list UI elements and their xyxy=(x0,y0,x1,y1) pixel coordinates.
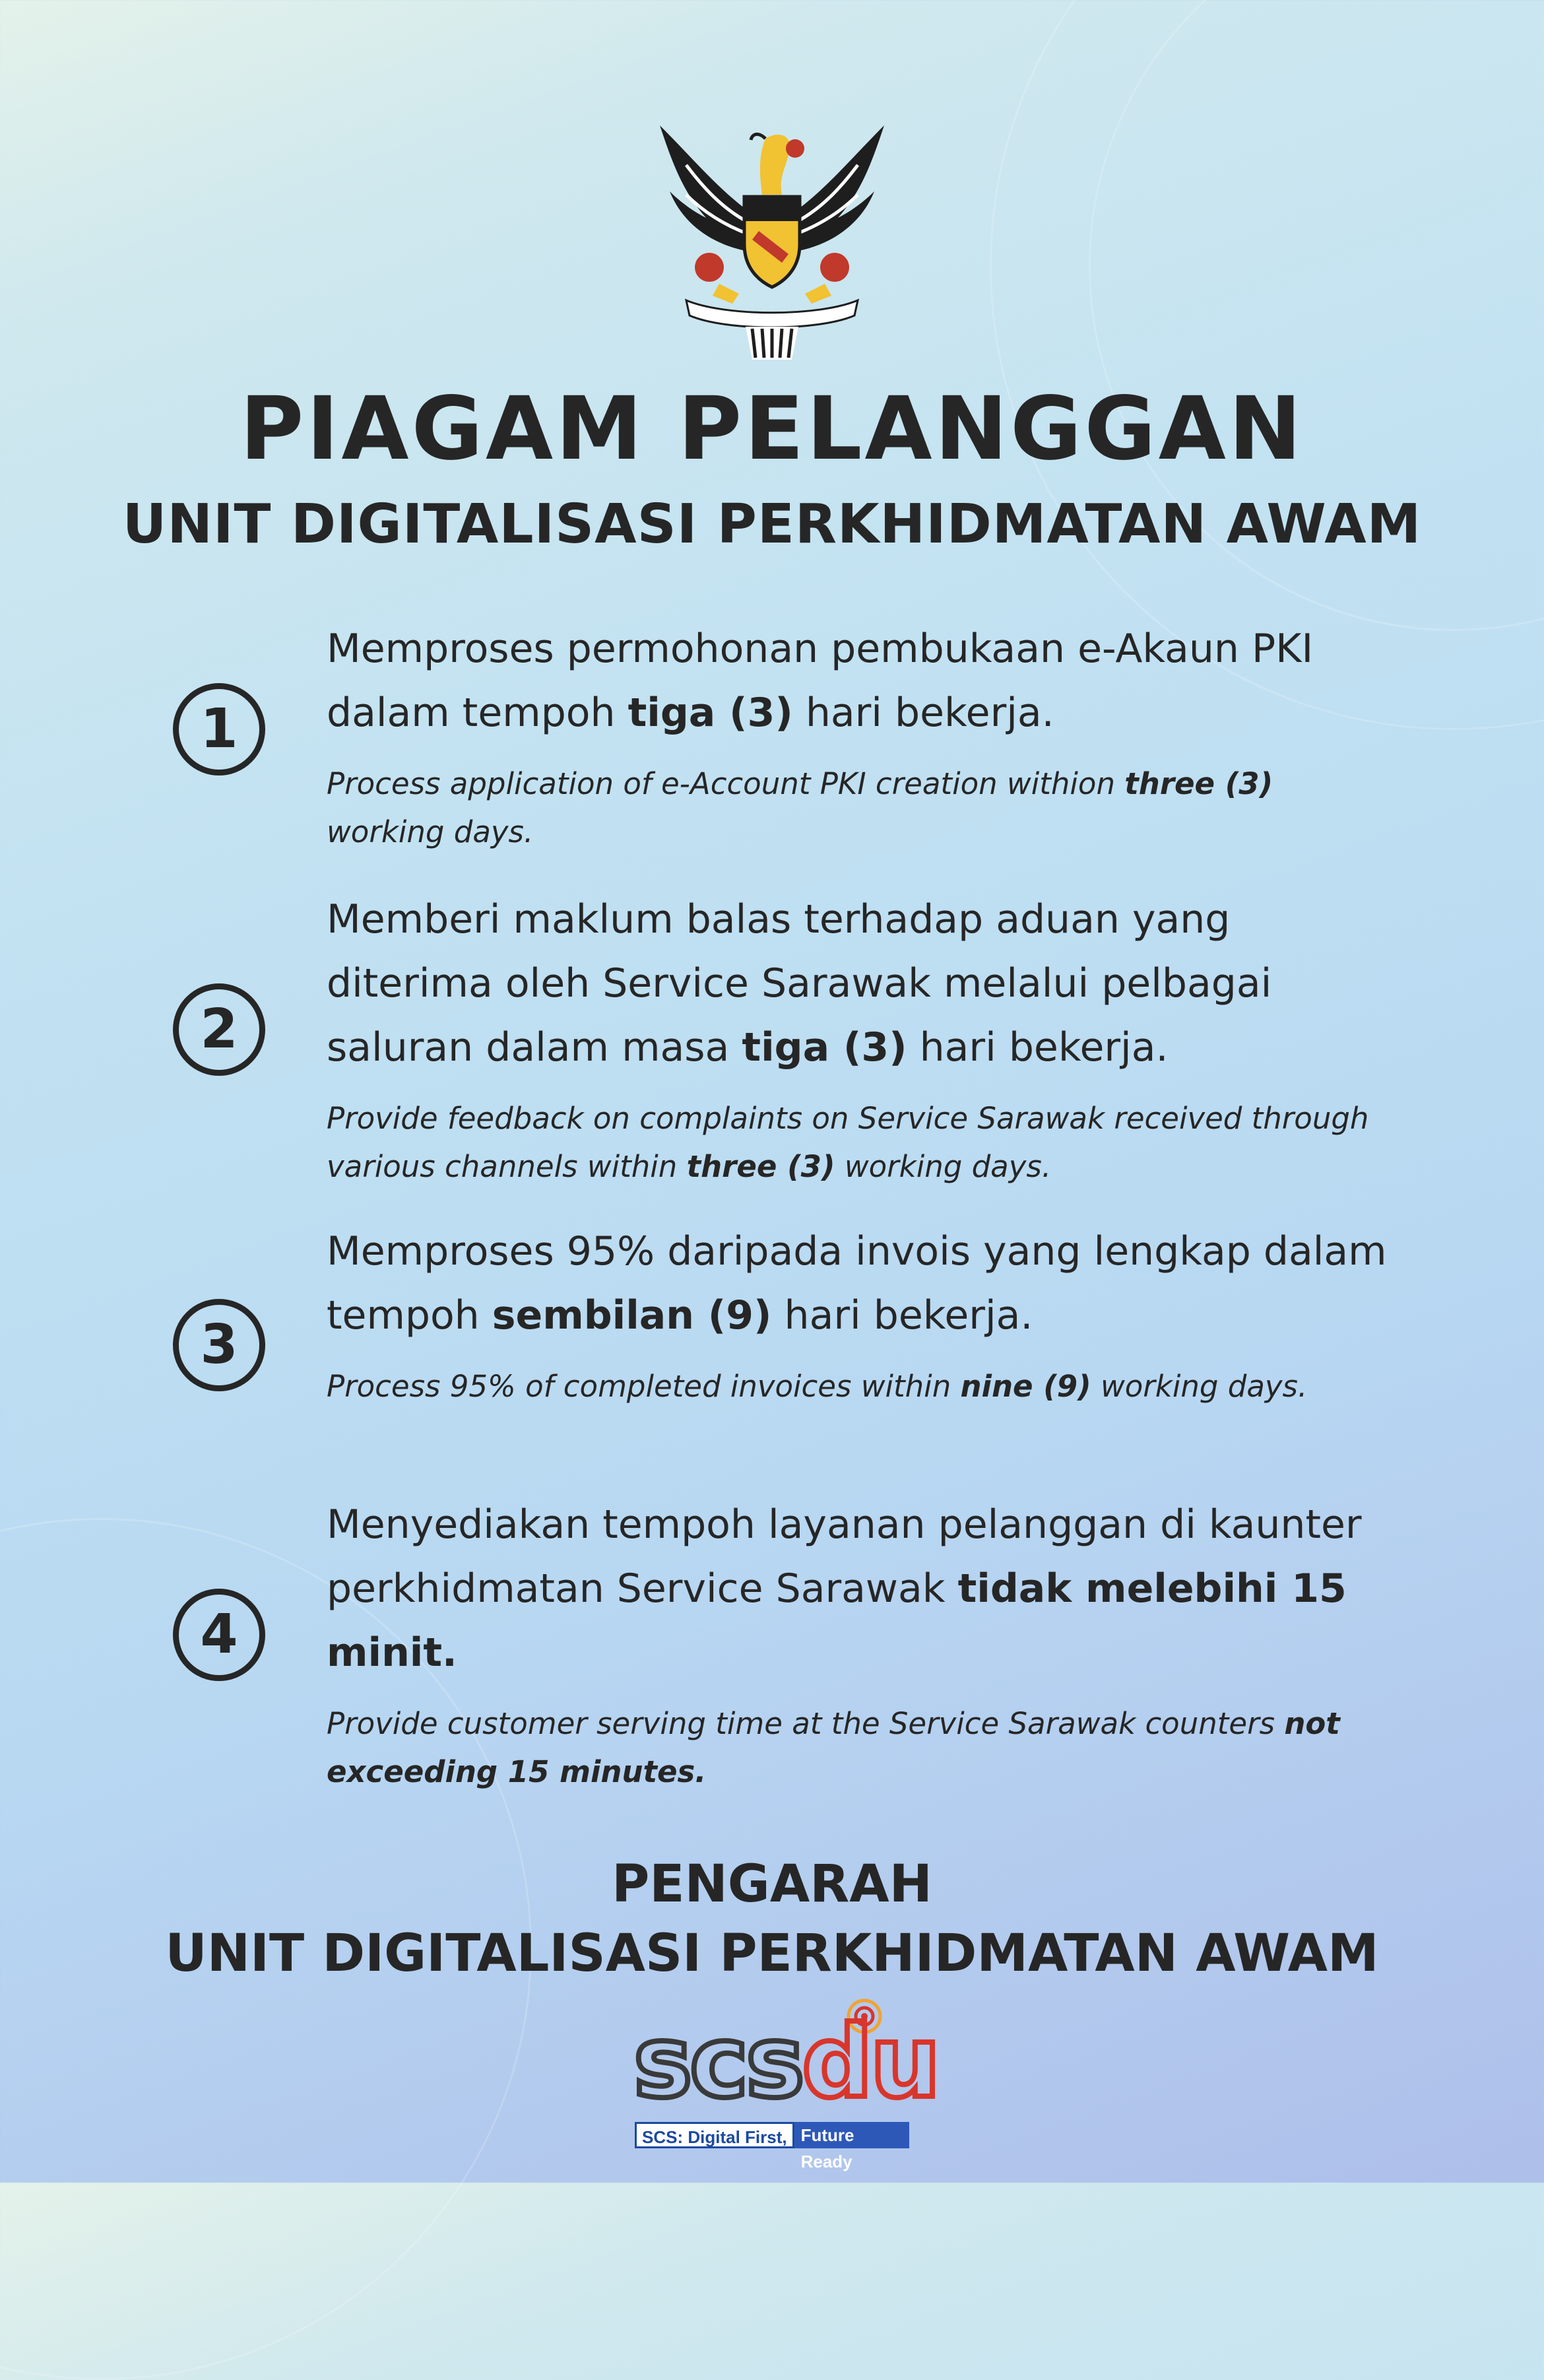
text-run-bold: nine (9) xyxy=(960,1369,1091,1404)
text-run: hari bekerja. xyxy=(907,1024,1169,1071)
text-run-bold: tiga (3) xyxy=(627,690,793,736)
text-run: Menyediakan tempoh layanan pelanggan di kaunter perkhidmatan Service Sarawak xyxy=(327,1502,1362,1612)
text-run: Memproses permohonan pembukaan e-Akaun PKI dalam tempoh xyxy=(327,626,1314,736)
text-run: Provide feedback on complaints on Service Sarawak received through various channels within xyxy=(327,1101,1369,1184)
text-run: working days. xyxy=(327,814,534,849)
text-run: Process application of e-Account PKI creation withion xyxy=(327,766,1125,801)
item-english-text xyxy=(327,1362,1396,1410)
text-run: hari bekerja. xyxy=(771,1292,1033,1339)
logo-tagline-part-1: SCS: Digital First, xyxy=(635,2122,794,2148)
item-number-badge: 1 xyxy=(173,683,265,776)
item-malay-text xyxy=(327,617,1396,745)
sarawak-coat-of-arms-icon xyxy=(647,119,897,370)
logo-wordmark-du: du xyxy=(802,2005,938,2120)
item-number-badge: 3 xyxy=(173,1299,265,1391)
item-english-text xyxy=(327,1700,1396,1796)
text-run-bold: sembilan (9) xyxy=(492,1292,772,1339)
logo-tagline-part-2: Future Ready xyxy=(794,2122,909,2148)
text-run-bold: not exceeding 15 minutes. xyxy=(327,1706,1340,1789)
item-text xyxy=(327,1493,1396,1796)
scsdu-logo xyxy=(627,1997,938,2171)
text-run-bold: three (3) xyxy=(1124,766,1273,801)
text-run: hari bekerja. xyxy=(792,690,1054,736)
text-run: Memproses 95% daripada invois yang lengkap dalam tempoh xyxy=(327,1228,1387,1339)
item-text xyxy=(327,617,1396,856)
item-number-badge: 2 xyxy=(173,983,265,1076)
text-run-bold: tiga (3) xyxy=(742,1024,907,1071)
item-malay-text xyxy=(327,888,1396,1080)
page-subtitle: UNIT DIGITALISASI PERKHIDMATAN AWAM xyxy=(122,493,1422,556)
text-run: Provide customer serving time at the Service Sarawak counters xyxy=(327,1706,1285,1741)
item-malay-text xyxy=(327,1220,1396,1348)
logo-tagline xyxy=(635,2122,909,2171)
logo-wordmark xyxy=(633,2005,938,2120)
text-run: working days. xyxy=(1091,1369,1308,1404)
text-run: working days. xyxy=(835,1149,1052,1184)
item-number-badge: 4 xyxy=(173,1589,265,1681)
logo-wordmark-scs: scs xyxy=(633,2005,802,2120)
text-run: Memberi maklum balas terhadap aduan yang diterima oleh Service Sarawak melalui pelbagai saluran dalam masa xyxy=(327,896,1272,1071)
text-run-bold: tidak melebihi 15 minit. xyxy=(327,1566,1347,1676)
item-english-text xyxy=(327,760,1396,856)
footer-signatory-title: PENGARAH xyxy=(612,1855,932,1914)
footer-unit-name: UNIT DIGITALISASI PERKHIDMATAN AWAM xyxy=(165,1924,1379,1983)
item-malay-text xyxy=(327,1493,1396,1685)
item-text xyxy=(327,888,1396,1191)
text-run: Process 95% of completed invoices within xyxy=(327,1369,961,1404)
page-title: PIAGAM PELANGGAN xyxy=(240,378,1304,480)
item-text xyxy=(327,1220,1396,1410)
text-run-bold: three (3) xyxy=(686,1149,835,1184)
item-english-text xyxy=(327,1094,1396,1191)
